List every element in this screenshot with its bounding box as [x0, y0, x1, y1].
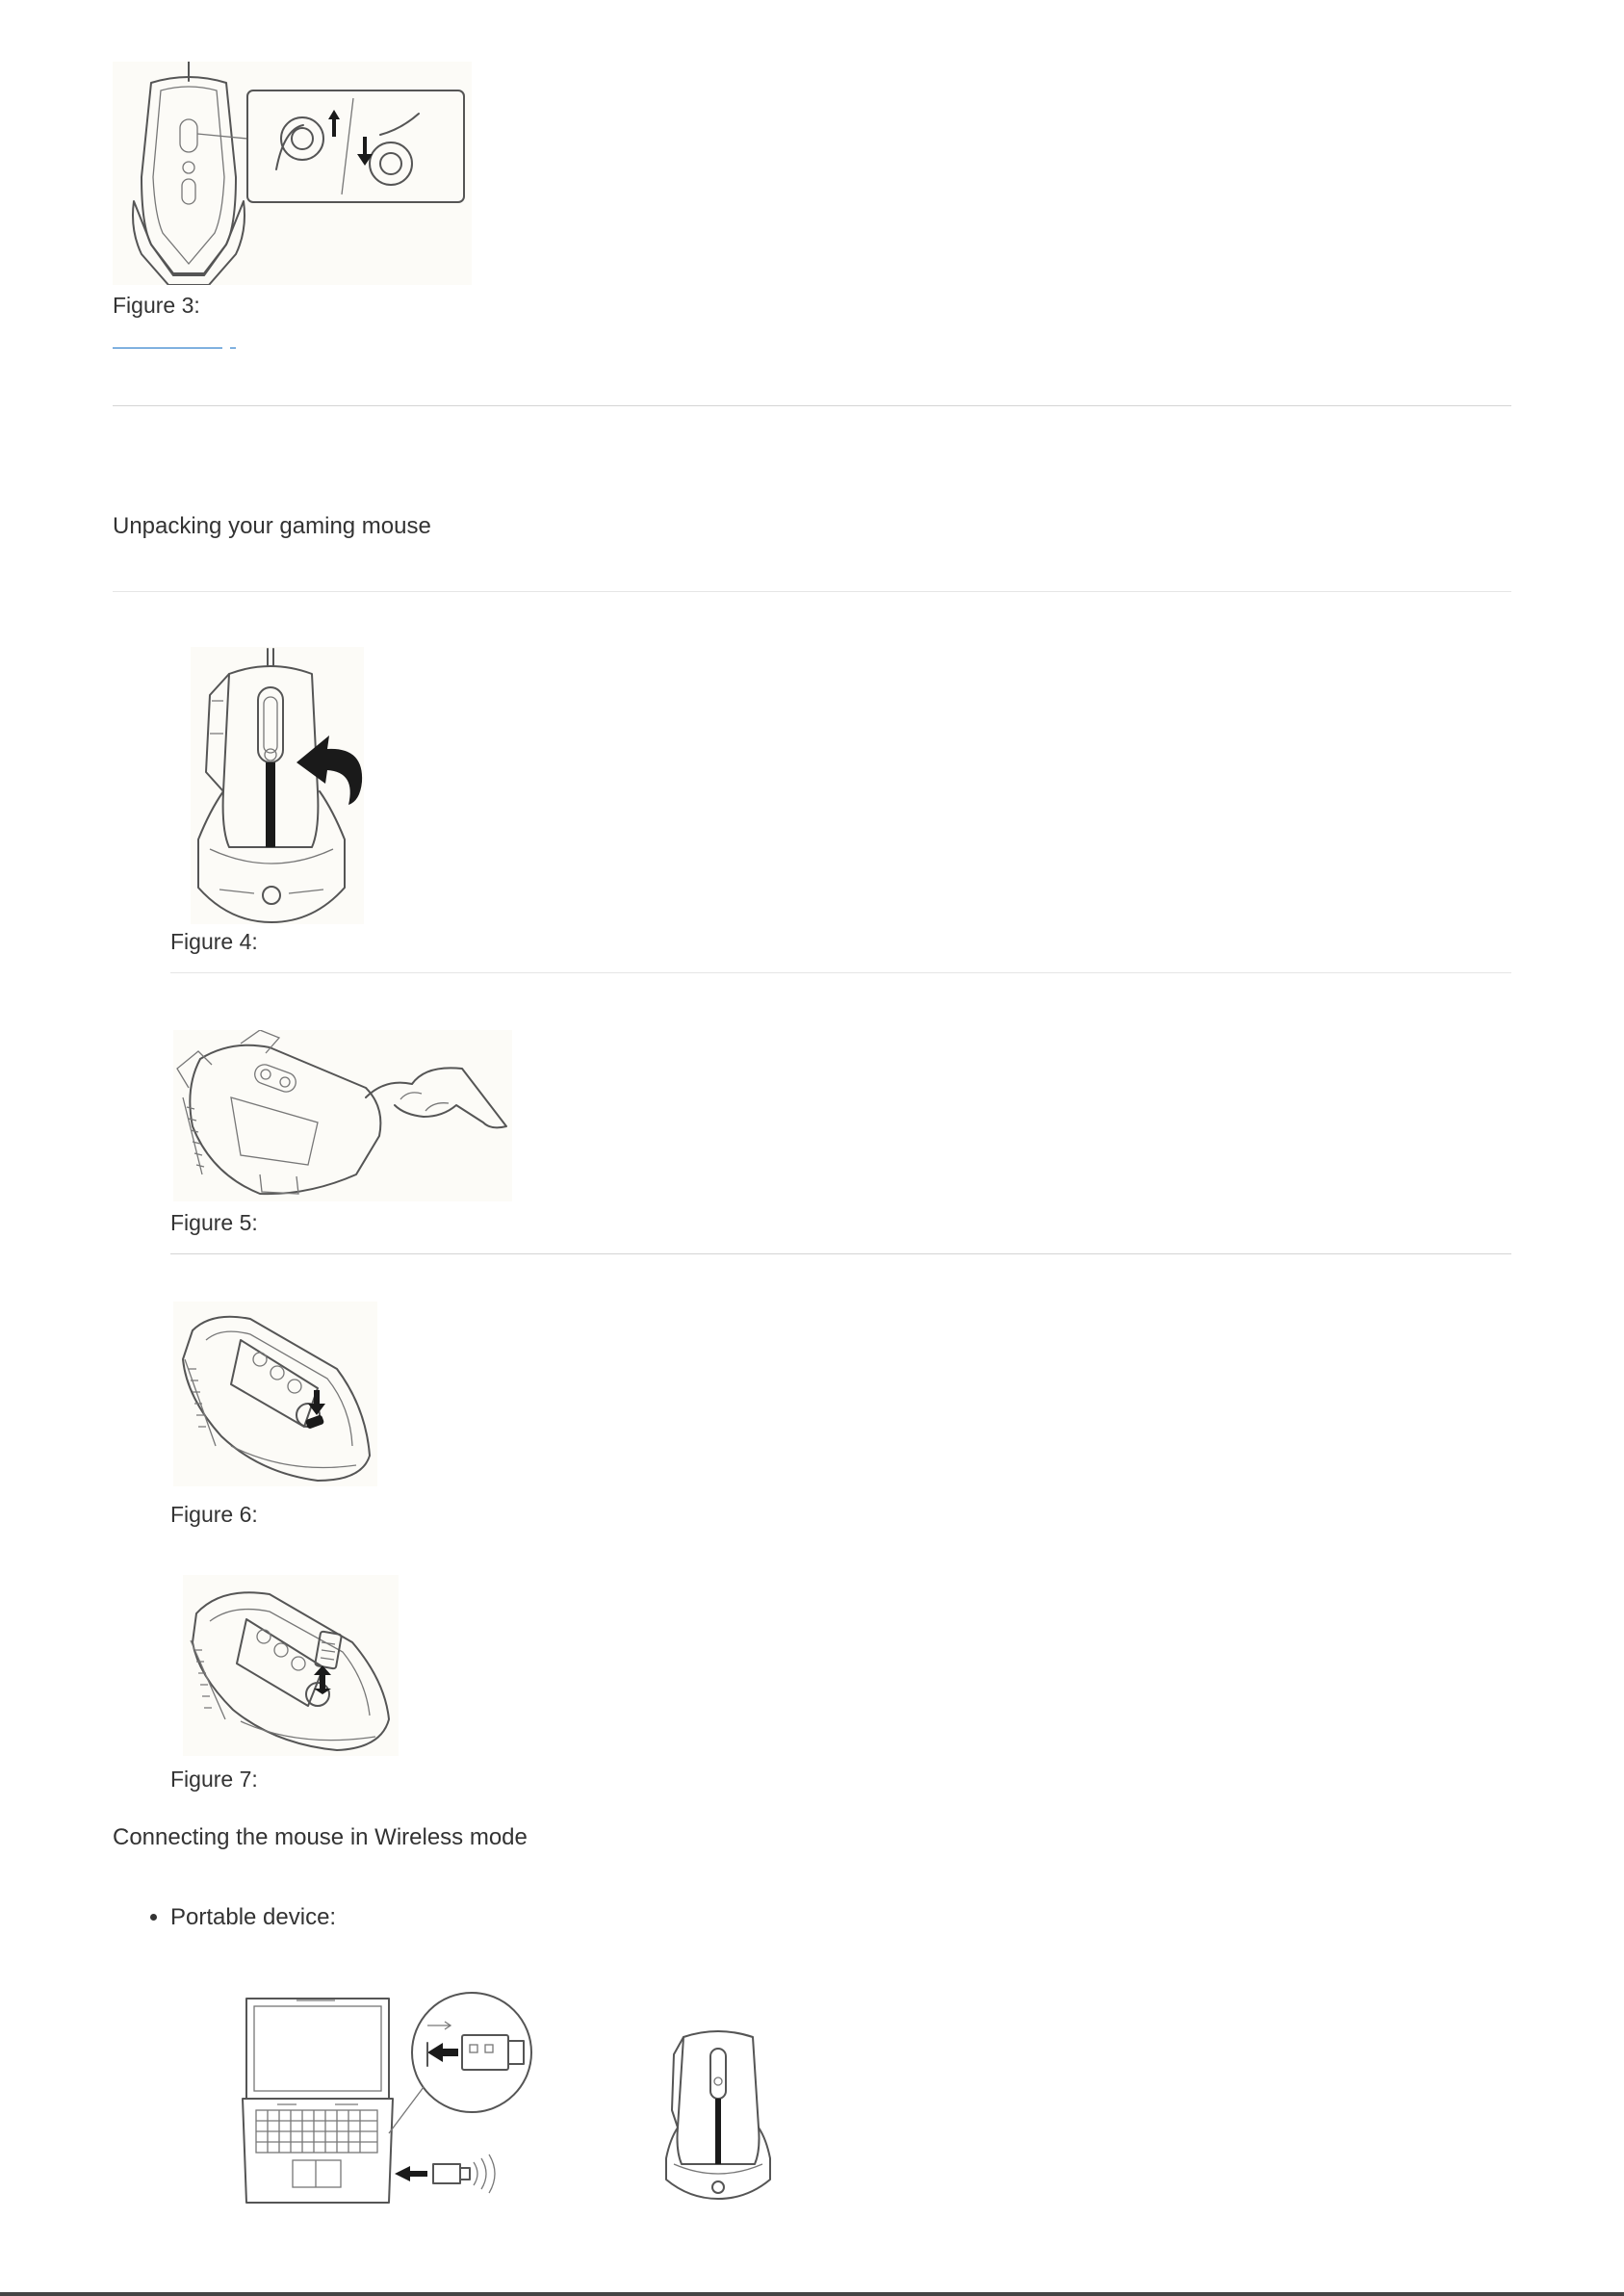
laptop-dongle-image: [239, 1989, 537, 2206]
section-divider: [113, 405, 1511, 406]
wireless-mouse-image: [662, 2022, 774, 2201]
figure-divider: [170, 1253, 1511, 1254]
figure-6-image: [173, 1302, 377, 1486]
section-divider: [113, 591, 1511, 592]
figure-6-caption: Figure 6:: [170, 1502, 258, 1527]
figure-7-image: [183, 1575, 399, 1756]
figure-5-caption: Figure 5:: [170, 1210, 258, 1235]
figure-5-image: [173, 1030, 512, 1201]
figure-4-caption: Figure 4:: [170, 929, 258, 954]
list-item: • Portable device:: [170, 1904, 336, 1931]
section-heading-wireless: Connecting the mouse in Wireless mode: [113, 1824, 528, 1850]
figure-3-caption: Figure 3:: [113, 293, 200, 318]
figure-3-link[interactable]: [113, 334, 236, 351]
figure-7-caption: Figure 7:: [170, 1767, 258, 1792]
wireless-steps-list: [145, 1904, 336, 1931]
page-bottom-border: [0, 2292, 1624, 2296]
figure-3-image: [113, 62, 472, 285]
figure-4-image: [191, 647, 364, 924]
section-heading-unpacking: Unpacking your gaming mouse: [113, 513, 431, 539]
figure-divider: [170, 972, 1511, 973]
